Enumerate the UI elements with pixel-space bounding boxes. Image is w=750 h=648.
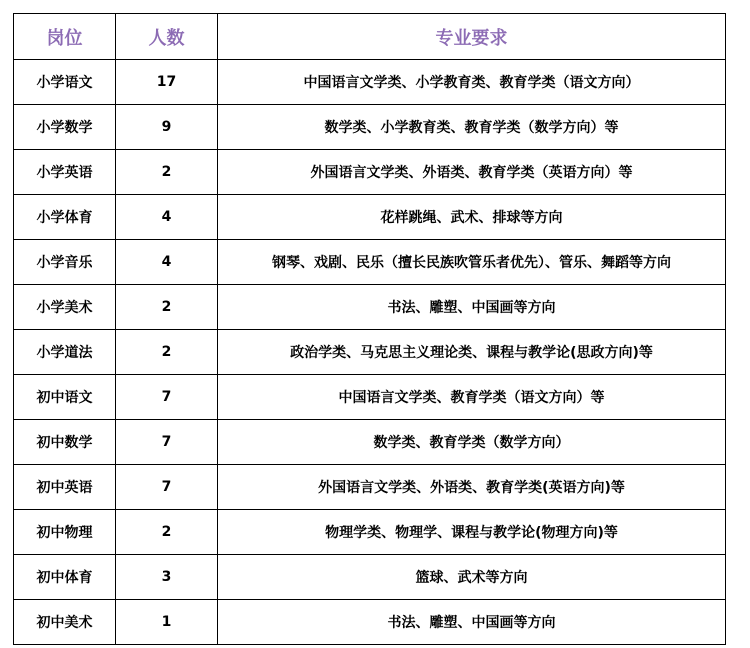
header-requirement: 专业要求 — [218, 14, 726, 60]
table-row — [14, 240, 726, 285]
requirement-cell: 篮球、武术等方向 — [218, 555, 726, 600]
count-cell: 7 — [116, 375, 218, 420]
requirement-cell: 数学类、小学教育类、教育学类（数学方向）等 — [218, 105, 726, 150]
position-cell: 初中美术 — [14, 600, 116, 645]
position-cell: 初中英语 — [14, 465, 116, 510]
requirement-cell: 物理学类、物理学、课程与教学论(物理方向)等 — [218, 510, 726, 555]
requirement-cell: 书法、雕塑、中国画等方向 — [218, 600, 726, 645]
count-cell: 4 — [116, 195, 218, 240]
table-row — [14, 285, 726, 330]
count-cell: 7 — [116, 465, 218, 510]
count-cell: 3 — [116, 555, 218, 600]
position-cell: 初中体育 — [14, 555, 116, 600]
count-cell: 2 — [116, 510, 218, 555]
table-row — [14, 420, 726, 465]
position-cell: 小学体育 — [14, 195, 116, 240]
table-row — [14, 330, 726, 375]
requirement-cell: 外国语言文学类、外语类、教育学类(英语方向)等 — [218, 465, 726, 510]
header-position: 岗位 — [14, 14, 116, 60]
table-row — [14, 195, 726, 240]
table-row — [14, 555, 726, 600]
table-header-row — [14, 14, 726, 60]
table-row — [14, 105, 726, 150]
requirement-cell: 政治学类、马克思主义理论类、课程与教学论(思政方向)等 — [218, 330, 726, 375]
position-cell: 初中数学 — [14, 420, 116, 465]
table-row — [14, 150, 726, 195]
count-cell: 4 — [116, 240, 218, 285]
requirement-cell: 中国语言文学类、小学教育类、教育学类（语文方向） — [218, 60, 726, 105]
header-count: 人数 — [116, 14, 218, 60]
table-row — [14, 510, 726, 555]
count-cell: 2 — [116, 285, 218, 330]
position-cell: 小学音乐 — [14, 240, 116, 285]
count-cell: 2 — [116, 150, 218, 195]
count-cell: 17 — [116, 60, 218, 105]
position-cell: 小学语文 — [14, 60, 116, 105]
count-cell: 7 — [116, 420, 218, 465]
position-cell: 小学美术 — [14, 285, 116, 330]
table-row — [14, 375, 726, 420]
position-cell: 初中物理 — [14, 510, 116, 555]
count-cell: 2 — [116, 330, 218, 375]
count-cell: 9 — [116, 105, 218, 150]
position-cell: 小学英语 — [14, 150, 116, 195]
requirement-cell: 数学类、教育学类（数学方向） — [218, 420, 726, 465]
table-row — [14, 465, 726, 510]
count-cell: 1 — [116, 600, 218, 645]
table-row — [14, 60, 726, 105]
requirement-cell: 钢琴、戏剧、民乐（擅长民族吹管乐者优先）、管乐、舞蹈等方向 — [218, 240, 726, 285]
requirement-cell: 书法、雕塑、中国画等方向 — [218, 285, 726, 330]
position-cell: 小学数学 — [14, 105, 116, 150]
requirement-cell: 花样跳绳、武术、排球等方向 — [218, 195, 726, 240]
requirement-cell: 中国语言文学类、教育学类（语文方向）等 — [218, 375, 726, 420]
table-row — [14, 600, 726, 645]
position-cell: 小学道法 — [14, 330, 116, 375]
position-cell: 初中语文 — [14, 375, 116, 420]
requirement-cell: 外国语言文学类、外语类、教育学类（英语方向）等 — [218, 150, 726, 195]
recruitment-table — [13, 13, 726, 645]
